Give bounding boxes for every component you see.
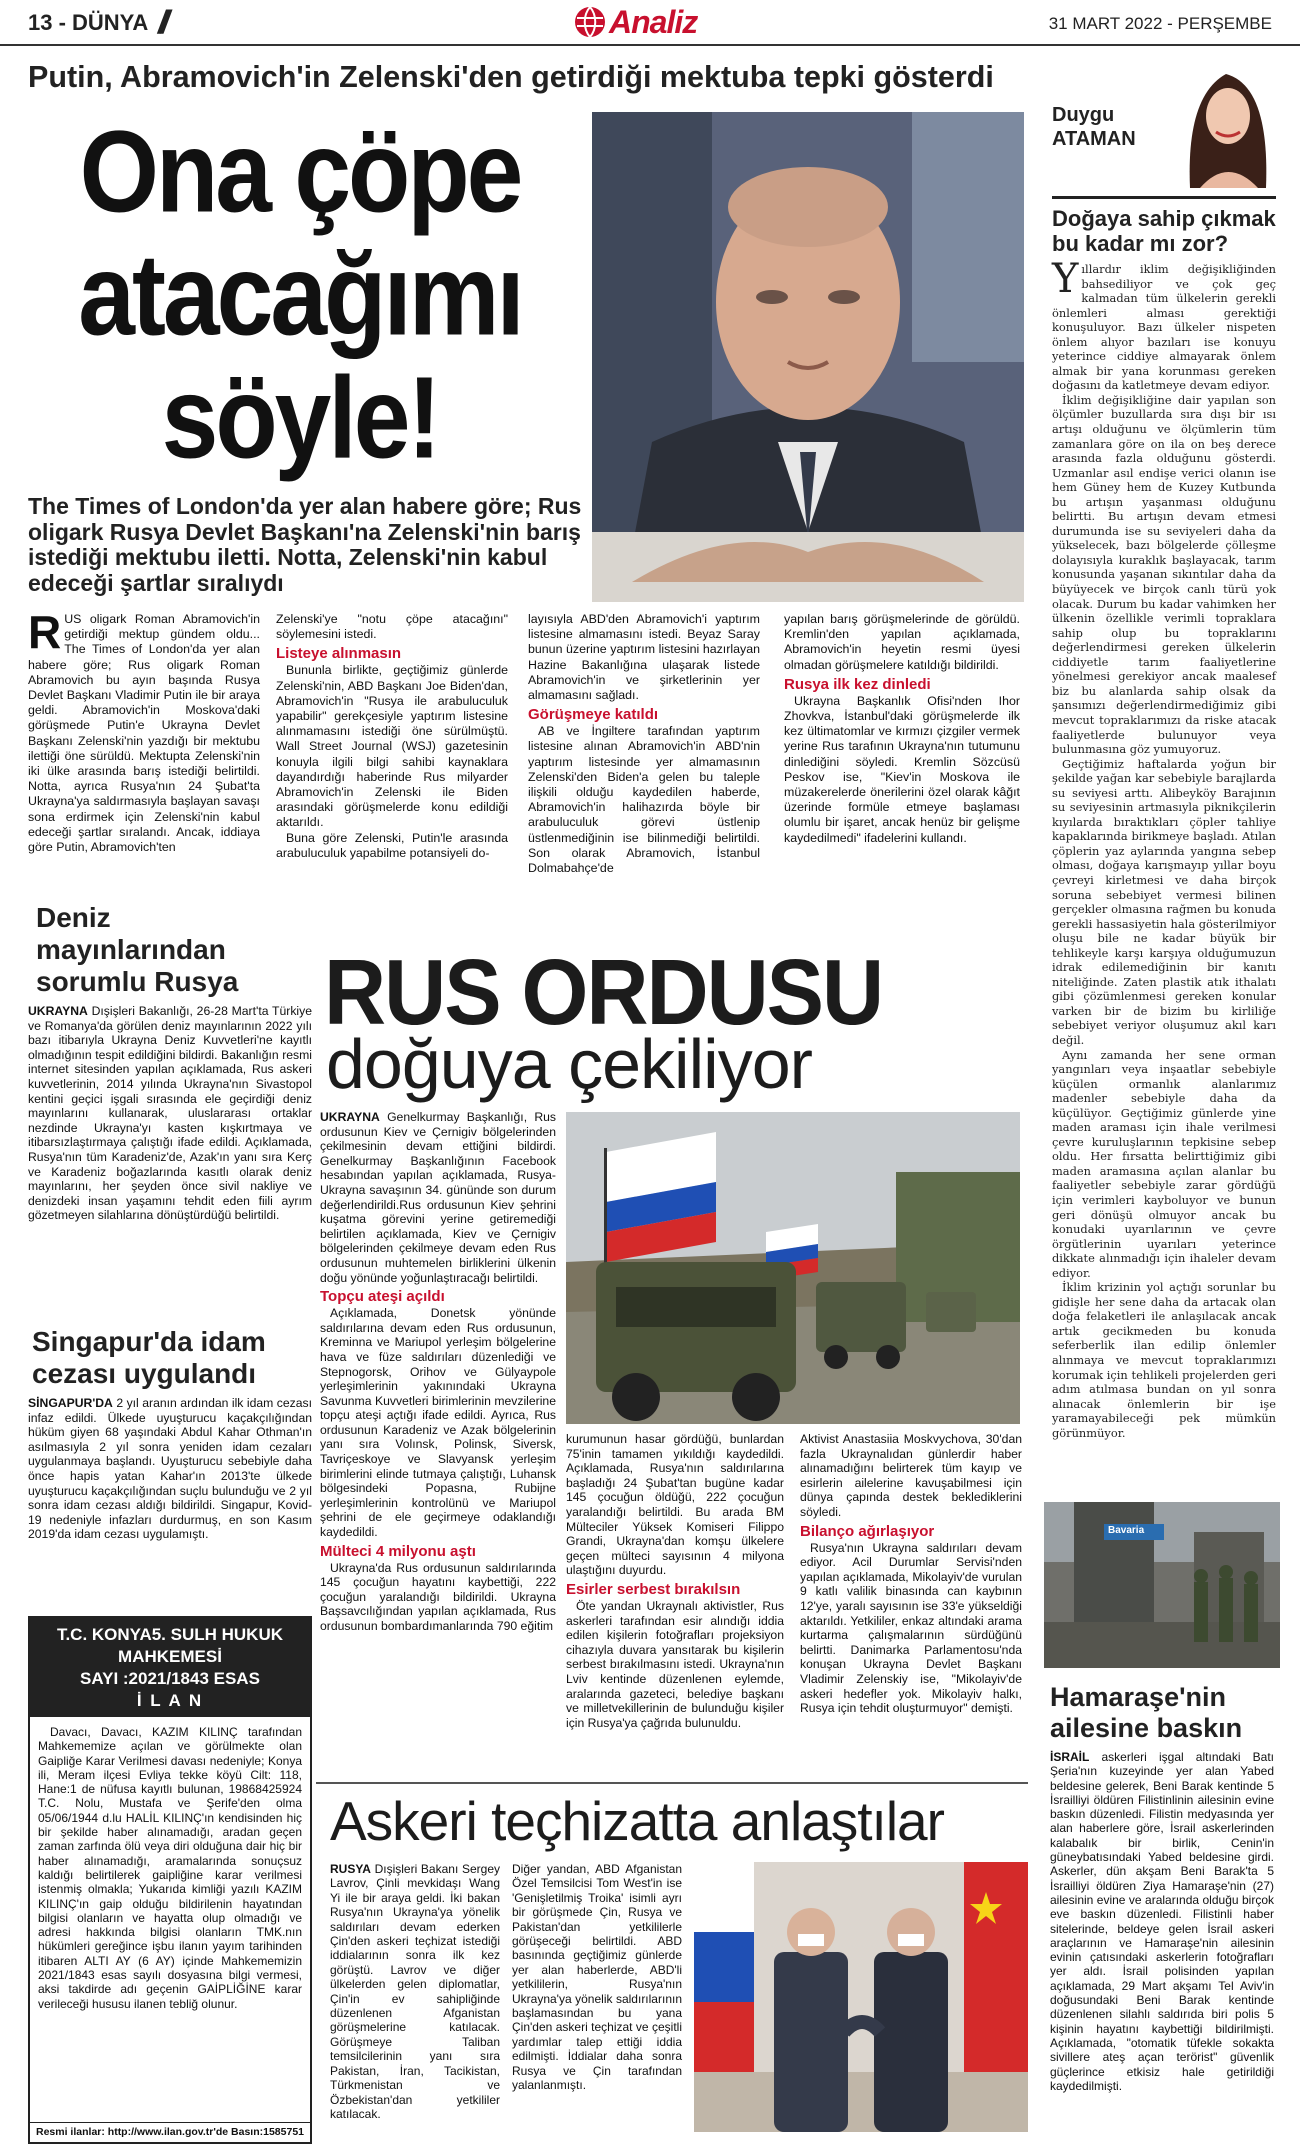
column-body [1052, 256, 1276, 1440]
mines-title: Deniz mayınlarından sorumlu Rusya [36, 902, 239, 997]
army-text-7: Rusya'nın Ukrayna saldırıları devam ediyor. Acil Durumlar Servisi'nden yapılan açıklamada, Mikolayiv'de vurulan 9 katlı valilik binasında can kaybının 12'ye, yaralı sayısının ise 33'e yükseldiği aktarıldı. Yetkililer, enkaz altındaki arama kurtarma çalışmalarının sürdüğünü belirtti. Danimarka Parlamentosu'nda konuşan Ukrayna Devlet Başkanı Vladimir Zelenskiy ise, "Mikolayiv'de askeri hedefler yok. Mikolayiv halkı, Rusya için tehdit oluşturmuyor" demişti. [800, 1540, 1022, 1716]
army-text-5: Öte yandan Ukraynalı aktivistler, Rus askerleri tarafından esir alındığı iddia edilen kişilerin fotoğrafları projeksiyon cihazıyla duvara yansıtarak bu kişilerin serbest bırakılmasını istedi. Ukrayna'nın Lviv kentinde düzenlenen eylemde, aralarında gazeteci, belediye başkanı ve milletvekillerinin de bulunduğu kişiler için Rusya'ya çağrıda bulunuldu. [566, 1598, 784, 1730]
putin-kicker: Putin, Abramovich'in Zelenski'den getirdiği mektuba tepki gösterdi [28, 60, 994, 94]
notice-text: Davacı, Davacı, KAZIM KILINÇ tarafından Mahkememize açılan ve görülmekte olan Gaipliğe Karar Verilmesi davası nedeniyle; Konya ili, Meram ilçesi Evliya tekke köyü Cilt: 118, Hane:1 de nüfusa kayıtlı bulunan, 19868425924 T.C. Nolu, Mustafa ve Şerife'den olma 05/06/1944 d.lu HALİL KILINÇ'ın kendisinden hiç bir şekilde haber alınamadığı, aradan geçen zaman zarfında ölü veya diri olduğuna dair hiç bir haber alınamadığı, aramalarında sonuçsuz kaldığı belirtilerek gaipliğine karar verilmesi istenmiş olmakla; Yukarıda kimliği yazılı KAZIM KILINÇ'ın gaip olduğu bildirilenin hayatından bilgisi olanların ve hayatta olup olmadığı ve adresi hakkında bilgisi olanların TMK.nın hükümleri gereğince işbu ilanın yayım tarihinden itibaren ALTI AY (6 AY) içinde Mahkememizin 2021/1843 esas sayılı dosyasına bilgi vermesi, aksi takdirde adı geçenin GAİPLİĞİNE karar verileceği hususu ilanen tebliğ olunur. [38, 1725, 302, 2011]
author-last-name: ATAMAN [1052, 128, 1136, 150]
agree-col-1 [330, 1862, 500, 2121]
army-text-4: kurumunun hasar gördüğü, bunlardan 75'inin tamamen yıkıldığı kaydedildi. Açıklamada, Rusya'nın saldırılarına başladığı 24 Şubat'tan bugüne kadar 145 çocuğun öldüğü, 222 çocuğun yaralandığı belirtildi. Bu arada BM Mülteciler Yüksek Komiseri Filippo Grandi, Ukrayna'dan komşu ülkelere geçen mülteci sayısının 4 milyona ulaştığını duyurdu. [566, 1432, 784, 1578]
column-paragraph-5: İklim krizinin yol açtığı sorunlar bu gidişle her sene daha da artacak olan doğa felaketleri ile anlaşılacak ancak artık gecikmeden bu konuda seferberlik ilan edilip önlemler alınmaya ve mevcut topraklarımızı korumak için tehlikeli projelerden geri adım atılmasa bundan on yıl sonra alınacak önlemlerin bir işe yaramayabileceği pek mümkün görünmüyor. [1052, 1280, 1276, 1440]
notice-number: SAYI :2021/1843 ESAS [80, 1669, 260, 1688]
agree-headline: Askeri teçhizatta anlaştılar [330, 1790, 944, 1852]
putin-col1-text: US oligark Roman Abramovich'in getirdiği mektup gündem oldu... The Times of London'da yer alan habere göre; Rus oligark Roman Abramovich bu ayın başında Rusya Devlet Başkanı Vladimir Putin ile bir araya geldi. Abramovich'in Moskova'daki görüşmede Putin'e Ukrayna Devlet Başkanı Zelenski'nin yazdığı bir mektubu ilettiği öne sürüldü. Mektupta Zelenski'nin iki ülke arasında barış istediği belirtildi. Notta, ayrıca Rusya'nın 24 Şubat'ta Ukrayna'ya saldırmasıyla başlayan savaşı sona erdirmek için Zelenski'nin kabul edeceği şartlar sıralandı. Ancak, iddiaya göre Putin, Abramovich'ten [28, 612, 260, 855]
hamas-lead: İSRAİL [1050, 1750, 1090, 1764]
putin-col3-text-b: AB ve İngiltere tarafından yaptırım listesine alınan Abramovich'in ABD'nin yaptırım listesinde yer almamasının Zelenski'den Biden'a gelen bu taleple ilişkili olduğu kaydedilen haberde, Abramovich'in halihazırda böyle bir arabuluculuk görevi üstlenip üstlenmediğinin ise bilinmediği belirtildi. Son olarak Abramovich, İstanbul Dolmabahçe'de [528, 724, 760, 876]
photo-sign-text: Bavaria [1108, 1525, 1145, 1536]
agree-col-2 [512, 1862, 682, 2093]
putin-col2-text-a: Zelenski'ye "notu çöpe atacağını" söylemesini istedi. [276, 612, 508, 642]
mines-box [26, 888, 314, 1360]
mines-text [26, 1004, 314, 1223]
agree-text-2: Diğer yandan, ABD Afganistan Özel Temsilcisi Tom West'in ise 'Genişletilmiş Troika' isimli ayrı bir görüşmede Çin, Rusya ve Pakistan'dan yetkililerle görüşeceği belirtildi. ABD basınında geçtiğimiz günlerde yer alan haberlerde, ABD'li yetkililerin, Rusya'nın Ukrayna'ya yönelik saldırılarının başlamasından bu yana Çin'den askeri teçhizat ve çeşitli yardımlar talep ettiği iddia edilmişti. İddialar daha sonra Rusya ve Çin tarafından yalanlanmıştı. [512, 1862, 682, 2093]
singapore-box [26, 1326, 314, 1626]
hamas-photo [1044, 1502, 1280, 1668]
army-col-3 [800, 1432, 1022, 1716]
agree-rule [316, 1782, 1028, 1784]
putin-photo [592, 112, 1024, 602]
sub-bilanco: Bilanço ağırlaşıyor [800, 1522, 935, 1540]
notice-court: T.C. KONYA5. SULH HUKUK MAHKEMESİ [56, 1625, 284, 1666]
column-title: Doğaya sahip çıkmak bu kadar mı zor? [1052, 206, 1276, 256]
putin-col3-text-a: layısıyla ABD'den Abramovich'i yaptırım listesine almamasını istedi. Beyaz Saray bunun üzerine yaptırım listesini hazırlayan Hazine Bakanlığına ulaşarak listede Abramovich'in ve şirketlerinin yer almamasını sağladı. [528, 612, 760, 703]
agree-photo [694, 1862, 1028, 2132]
hamas-title: Hamaraşe'nin ailesine baskın [1050, 1682, 1243, 1743]
army-photo [566, 1112, 1020, 1424]
hamas-box [1044, 1668, 1280, 2144]
column-drop-cap: Y [1052, 256, 1079, 302]
putin-col2-text-c: Buna göre Zelenski, Putin'le arasında arabuluculuk yapabilme potansiyeli do- [276, 830, 508, 860]
army-headline-1: RUS ORDUSU [324, 940, 883, 1045]
author-photo [1176, 56, 1278, 188]
column-paragraph-1: ıllardır iklim değişikliğinden bahsediliyor ve çok geç kalmadan tüm ülkelerin gerekli önlemleri alması gerektiği konuşuluyor. Bazı ülkeler nispeten önlem alıyor bazıları ise konuyu yeterince ciddiye almayarak önlem almak bir yana korunması gereken doğasını da katletmeye devam ediyor. [1052, 262, 1276, 393]
agree-text-1: Dışişleri Bakanı Sergey Lavrov, Çinli mevkidaşı Wang Yi ile bir araya geldi. İki bakan Rusya'nın Ukrayna'ya yönelik saldırıları devam ederken Çin'den askeri teçhizat istediği iddialarının sonra ilk kez görüştü. Lavrov ve diğer ülkelerden gelen diplomatlar, Çin'in ev sahipliğinde düzenlenen Afganistan görüşmelerine katılacak. Görüşmeye Taliban temsilcilerinin yanı sıra Pakistan, İran, Tacikistan, Türkmenistan ve Özbekistan'dan yetkililer katılacak. [330, 1862, 500, 2121]
column-paragraph-3: Geçtiğimiz haftalarda yoğun bir şekilde yağan kar sebebiyle barajlarda su seviyesi arttı. Alibeyköy Barajının su seviyesinin artmasıyla piknikçilerin kıyılarda bıraktıkları çöpler tahliye kapaklarında birikmeye başladı. Atılan çöplerin yaz aylarında yangına sebep olması, doğaya karışmayıp yıllar boyu çevreyi kirletmesi ve daha birçok soruna sebebiyet vermesi bilinen gerçekler olmasına rağmen bu konuda gerekli hassasiyetin hala gösterilmiyor oluşu bile ne kadar büyük bir tehlikeyle karşı karşıya olduğumuzun idrak edilemediğinin bir kanıtı niteliğinde. Zaten plastik atık ithalatı gibi çözümlenmesi gereken konular varken bir de bizim bu kirliliğe sebebiyet veriyor oluşumuz akıl karı değil. [1052, 756, 1276, 1047]
army-lead: UKRAYNA [320, 1110, 380, 1124]
army-intro [320, 1110, 556, 1285]
notice-footer [30, 2122, 310, 2142]
drop-cap: R [28, 606, 62, 658]
court-notice [28, 1616, 312, 2144]
sub-listeye: Listeye alınmasın [276, 645, 402, 663]
headline-line-3: söyle! [161, 352, 439, 483]
putin-col-3 [528, 612, 760, 876]
army-text-3: Ukrayna'da Rus ordusunun saldırılarında 145 çocuğun hayatını kaybettiği, 222 çocuğun yaralandığı bildirildi. Ukrayna Başsavcılığından yapılan açıklamada, Rus ordusunun bombardımanlarında 790 eğitim [320, 1560, 556, 1633]
notice-header [30, 1618, 310, 1717]
putin-col-2 [276, 612, 508, 861]
logo-text: Analiz [609, 3, 698, 40]
putin-col-1 [28, 606, 260, 855]
putin-col2-text-b: Bununla birlikte, geçtiğimiz günlerde Zelenski'nin, ABD Başkanı Joe Biden'dan, Abramovich'in "Rusya ile arabuluculuk yapabilir" gerekçesiyle yaptırım listesine alınmamasını istediği öne sürülmüştü. Wall Street Journal (WSJ) gazetesinin konuyla ilgili bilgi sahibi kaynaklara dayandırdığı haberinde Rus milyarder Abramovich'in Zelenski ile Biden arasındaki görüşmelerde konu edildiği aktarıldı. [276, 663, 508, 830]
headline-line-1: Ona çöpe [79, 106, 521, 237]
singapore-text [26, 1396, 314, 1542]
headline-line-2: atacağımı [78, 229, 522, 360]
notice-ilan: İ L A N [136, 1691, 204, 1710]
sub-topcu: Topçu ateşi açıldı [320, 1288, 445, 1306]
army-text-6: Aktivist Anastasiia Moskvychova, 30'dan fazla Ukraynalıdan günlerdir haber alınamadığını belirterek tüm kayıp ve esirlerin ailelerine kavuşabilmesi için dünya çapında destek beklediklerini söyledi. [800, 1432, 1022, 1519]
page-label: 13 - DÜNYA [28, 10, 149, 35]
notice-footer-left: Resmi ilanlar: http://www.ilan.gov.tr'de [36, 2126, 229, 2138]
sub-multeci: Mülteci 4 milyonu aştı [320, 1542, 476, 1560]
author-first-name: Duygu [1052, 104, 1115, 126]
sub-rusya-ilk: Rusya ilk kez dinledi [784, 675, 931, 693]
agree-intro [330, 1862, 500, 2121]
sub-gorusmeye: Görüşmeye katıldı [528, 706, 659, 724]
issue-date: 31 MART 2022 - PERŞEMBE [1048, 14, 1272, 33]
army-col-1 [320, 1110, 556, 1634]
army-text-1: Genelkurmay Başkanlığı, Rus ordusunun Kiev ve Çernigiv bölgelerinden çekilmesinin devam ettiğini bildirdi. Genelkurmay Başkanlığının Facebook hesabından yapılan açıklamada, Rusya-Ukrayna savaşının 34. gününde son durum değerlendirildi.Rus ordusunun Kiev şehrini kuşatma görevini yerine getiremediği belirtilen açıklamada, Kiev ve Çernigiv bölgelerinden çekilmeye devam eden Rus ordusunun muhtemelen birliklerini ülkenin doğu yönünde yoğunlaştıracağı belirtildi. [320, 1110, 556, 1285]
column-title-rule [1052, 196, 1276, 199]
section-slashes: // [158, 4, 164, 40]
army-headline-2: doğuya çekiliyor [326, 1025, 812, 1103]
hamas-text [1044, 1750, 1280, 2093]
sub-esirler: Esirler serbest bırakılsın [566, 1580, 741, 1598]
putin-deck: The Times of London'da yer alan habere göre; Rus oligark Rusya Devlet Başkanı'na Zelenski'nin barış istediği mektubu iletti. Notta, Zelenski'nin kabul edeceği şartlar sıralıydı [28, 493, 582, 596]
masthead-logo [574, 4, 697, 40]
column-paragraph-4: Aynı zamanda her sene orman yangınları veya inşaatlar sebebiyle küçülen ormanlık alanlarımız madenler sebebiyle daha da küçülüyor. Geçtiğimiz günlerde yine maden araması için ihale verilmesi çevre kuruluşlarının tepkisine sebep oldu. Her fırsatta belirttiğimiz gibi maden aramasına açılan alanlar bu faaliyetler sebebiyle zarar gördüğü için verimleri kayboluyor ve bunun geri dönüşü olmuyor ancak bu konudaki uyarılarının ve çevre örgütlerinin uyarıları yeterince dikkate alınmadığı için ihaleler devam ediyor. [1052, 1047, 1276, 1280]
singapore-title: Singapur'da idam cezası uygulandı [32, 1326, 266, 1389]
mines-body: Dışişleri Bakanlığı, 26-28 Mart'ta Türkiye ve Romanya'da görülen deniz mayınlarının 2022 yılı bazı itibarıyla Ukrayna Deniz Kuvvetleri'ne kayıtlı olmadığının tespit edildiğini bildirdi. Bakanlığın resmi internet sitesinden yapılan açıklamada, Rus askeri kuvvetlerinin, 2014 yılında Ukrayna'nın Sivastopol kentini geçici işgali sırasında ele geçirdiği deniz mayınlarını kullanarak, uluslararası ortaklar nezdinde Ukrayna'yı kasten kışkırtmaya ve itibarsızlaştırmaya çalıştığı ifade edildi. Açıklamada, Rusya'nın tüm Karadeniz'de, Azak'ın yanı sıra Kerç ve Karadeniz boğazlarında kasıtlı olarak deniz mayınlarını, her şeyden önce sivil nakliye ve denizdeki insan yaşamını tehdit eden fiili ayrım gözetmeyen silahlarına dönüştürdüğü belirtildi. [28, 1004, 312, 1223]
putin-headline [20, 106, 580, 483]
globe-icon [574, 6, 606, 38]
mines-lead: UKRAYNA [28, 1004, 88, 1018]
agree-lead: RUSYA [330, 1862, 371, 1876]
column-author-block [1046, 56, 1278, 196]
notice-footer-right: Basın:1585751 [231, 2126, 304, 2138]
column-paragraph-2: İklim değişikliğine dair yapılan son ölçümler buzullarda sıra dışı bir ısı artışı olduğunu ve ölçümlerin tüm zamanlara göre on ila on beş derece arasında fazla olduğunu gösterdi. Uzmanlar asıl endişe verici olanın ise hem Güney hem de Kuzey Kutbunda bu artışın yaşanması olduğunu belirtti. Bu artışın devam etmesi durumunda ise su seviyeleri daha da yükselecek, bazı bölgelerde çölleşme dolayısıyla kuraklık başlayacak, tarım konusunda yaşanan sıkıntılar daha da büyüyecek ve birçok canlı türü yok olacak. Durum bu kadar vahimken her ülkenin özellikle verimli topraklara sahip olup bu topraklarını değerlendirmesi gereken ülkelerin ciddiyetle tarım faaliyetlerine yönelmesi gerekiyor ancak maalesef biz bu alanlarda sahip olsak da şansımızı değerlendirmediğimiz gibi mevcut topraklarımızı da riske atacak faaliyetlerde bulunuyor veya bulunmasına göz yumuyoruz. [1052, 392, 1276, 757]
singapore-body: 2 yıl aranın ardından ilk idam cezası infaz edildi. Ülkede uyuşturucu kaçakçılığından hüküm giyen 68 yaşındaki Abdul Kahar Othman'ın asılmasıyla 2 yıl sonra yeniden idam cezaları uygulanmaya başlandı. Uyuşturucu sebebiyle daha önce hapis yatan Kahar'ın 2013'te ülkede uyuşturucu kaçakçılığından suçlu bulunduğu ve 2 yıl sonra idam cezası aldığı bildirildi. Singapur, Kovid-19 nedeniyle infazları durdurmuş, en son Kasım 2019'da idam cezası uygulamıştı. [28, 1396, 312, 1542]
putin-col4-text-a: yapılan barış görüşmelerinde de görüldü. Kremlin'den yapılan açıklamada, Abramovich'in heyetin resmi üyesi olmadan görüşmelere katıldığı bildirildi. [784, 612, 1020, 672]
putin-col-4 [784, 612, 1020, 846]
army-col-2 [566, 1432, 784, 1730]
singapore-lead: SİNGAPUR'DA [28, 1396, 113, 1410]
page-header [0, 0, 1300, 46]
army-text-2: Açıklamada, Donetsk yönünde saldırılarına devam eden Rus ordusunun, Kreminna ve Mariupol yerleşim bölgelerine hava ve füze saldırıları düzenlediği ve Stepnogorsk, Orihov ve Gülyaypole yerleşimlerinin yakınındaki Ukrayna Savunma Kuvvetleri birimlerinin mevzilerine topçu ateşi açtığı ifade edildi. Ayrıca, Rus ordusunun Karadeniz ve Azak bölgelerinin yanı sıra Volınsk, Polinsk, Siversk, Tavriçeskoye ve Slavyansk yerleşim birimlerini elinde tutmaya çalıştığı, Luhansk bölgesindeki Popasna, Rubijne yerleşimlerinin kontrolünü ve Mariupol şehrini de ele geçirmeye odaklandığı kaydedildi. [320, 1306, 556, 1540]
putin-col4-text-b: Ukrayna Başkanlık Ofisi'nden Ihor Zhovkva, İstanbul'daki görüşmelerde ilk kez ültimatomlar ve kırmızı çizgiler vermek yerine Rus tarafının Ukrayna'nın tutumunu dinlediğini söyledi. Kremlin Sözcüsü Peskov ise, "Kiev'in Moskova ile müzakerelerde önerilerini özel olarak kâğıt üzerinde formüle etmeye başlaması olumlu bir işaret, ancak henüz bir gelişme kaydedilmedi" ifadelerini kullandı. [784, 693, 1020, 845]
hamas-body: askerleri işgal altındaki Batı Şeria'nın kuzeyinde yer alan Yabed beldesine gelerek, Beni Barak kentinde 5 İsrailliyi öldüren Filistinlinin ailesinin evine baskın düzenledi. Filistin medyasında yer alan haberlere göre, İsrail askerlerinden kalabalık bir birlik, Cenin'in güneybatısındaki Yabed beldesine girdi. Askerler, dün akşam Beni Barak'ta 5 İsrailliyi öldüren Ziya Hamaraşe'nin (27) ailesinin evine ve aralarında olduğu birçok eve baskın düzenledi. Filistinli haber sitelerinde, beldeye gelen İsrail askeri araçlarının ve Hamaraşe'nin ailesinin evinin çatısındaki askerlerin fotoğrafları yer aldı. İsrail polisinden yapılan açıklamada, 29 Mart akşamı Tel Aviv'in doğusundaki Beni Barak kentinde düzenlenen silahlı saldırıda biri polis 5 kişinin hayatını kaybettiği bildirilmişti. Açıklamada, "otomatik tüfekle sokakta sivillere ateş açan terörist" güvenlik güçlerince etkisiz hale getirildiği kaydedilmişti. [1050, 1750, 1274, 2093]
